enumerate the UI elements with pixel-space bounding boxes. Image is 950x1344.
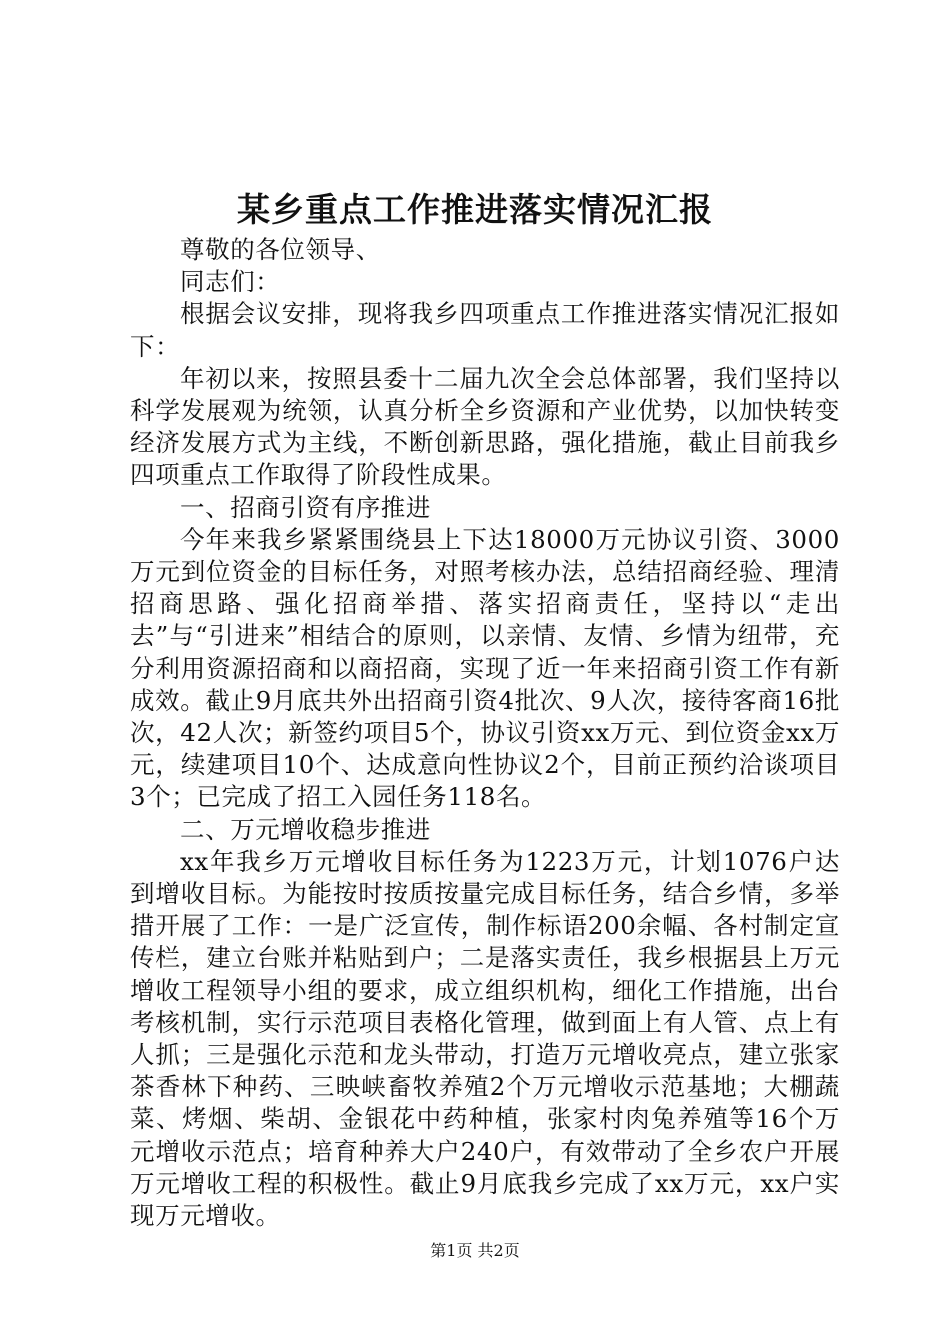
- overview-paragraph: 年初以来，按照县委十二届九次全会总体部署，我们坚持以科学发展观为统领，认真分析全乡资源和产业优势，以加快转变经济发展方式为主线，不断创新思路，强化措施，截止目前我乡四项重点工作取得了阶段性成果。: [130, 363, 840, 490]
- salutation-line-1: 尊敬的各位领导、: [180, 235, 381, 264]
- page-number-footer: 第1页 共2页: [430, 1241, 520, 1260]
- salutation-line-2: 同志们：: [180, 267, 281, 297]
- section-heading-2: 二、万元增收稳步推进: [180, 814, 431, 844]
- intro-paragraph: 根据会议安排，现将我乡四项重点工作推进落实情况汇报如下：: [130, 299, 840, 361]
- section-2-paragraph: xx年我乡万元增收目标任务为1223万元，计划1076户达到增收目标。为能按时按质按量完成目标任务，结合乡情，多举措开展了工作：一是广泛宣传，制作标语200余幅、各村制定宣传栏，建立台账并粘贴到户；二是落实责任，我乡根据县上万元增收工程领导小组的要求，成立组织机构，细化工作措施，出台考核机制，实行示范项目表格化管理，做到面上有人管、点上有人抓；三是强化示范和龙头带动，打造万元增收亮点，建立张家茶香林下种药、三映峡畜牧养殖2个万元增收示范基地；大棚蔬菜、烤烟、柴胡、金银花中药种植，张家村肉兔养殖等16个万元增收示范点；培育种养大户240户，有效带动了全乡农户开展万元增收工程的积极性。截止9月底我乡完成了xx万元，xx户实现万元增收。: [130, 846, 840, 1231]
- section-heading-1: 一、招商引资有序推进: [180, 492, 431, 522]
- section-1-paragraph: 今年来我乡紧紧围绕县上下达18000万元协议引资、3000万元到位资金的目标任务，对照考核办法，总结招商经验、理清招商思路、强化招商举措、落实招商责任，坚持以“走出去”与“引进来”相结合的原则，以亲情、友情、乡情为纽带，充分利用资源招商和以商招商，实现了近一年来招商引资工作有新成效。截止9月底共外出招商引资4批次、9人次，接待客商16批次，42人次；新签约项目5个，协议引资xx万元、到位资金xx万元，续建项目10个、达成意向性协议2个，目前正预约洽谈项目3个；已完成了招工入园任务118名。: [130, 524, 840, 812]
- document-body: [130, 234, 840, 1232]
- document-title: 某乡重点工作推进落实情况汇报: [237, 190, 713, 229]
